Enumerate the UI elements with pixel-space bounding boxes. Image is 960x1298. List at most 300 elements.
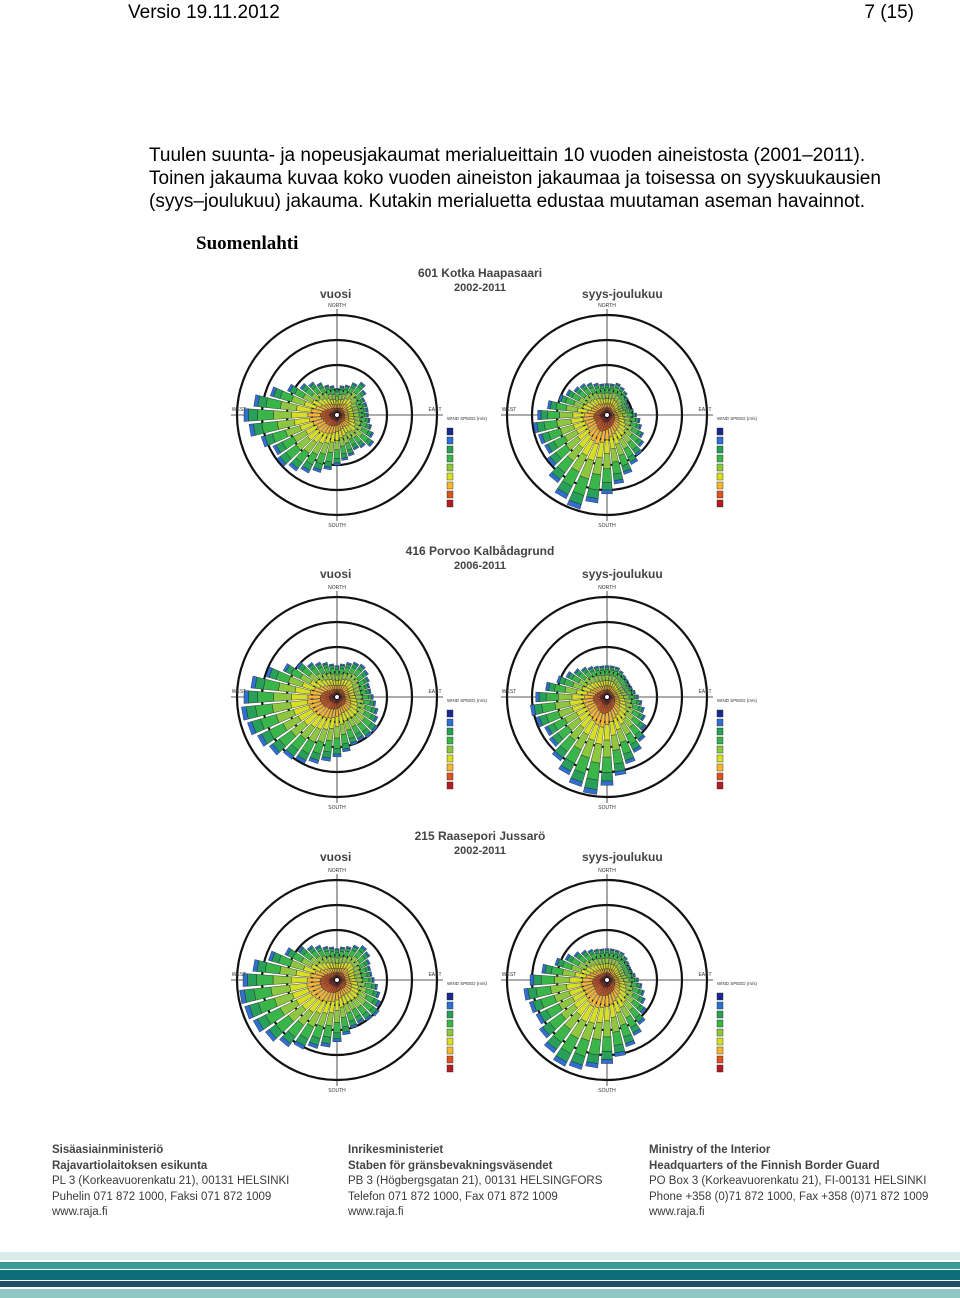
legend-swatch bbox=[447, 1047, 453, 1054]
rose-petal-segment bbox=[605, 667, 609, 670]
rose-petal-segment bbox=[536, 692, 539, 702]
rose-petal-segment bbox=[583, 978, 593, 981]
rose-petal-segment bbox=[625, 409, 630, 413]
rose-petal-segment bbox=[308, 413, 321, 417]
rose-petal-segment bbox=[333, 463, 340, 465]
rose-petal-segment bbox=[308, 695, 321, 699]
station-name: 416 Porvoo Kalbådagrund bbox=[405, 544, 555, 558]
footer-english bbox=[649, 1143, 928, 1221]
rose-petal-segment bbox=[266, 398, 282, 409]
legend-swatch bbox=[447, 782, 453, 789]
rose-petal-segment bbox=[335, 949, 339, 950]
rose-petal-segment bbox=[341, 1017, 348, 1027]
rose-subtitle-left: vuosi bbox=[320, 567, 352, 581]
rose-petal-segment bbox=[602, 469, 611, 483]
rose-petal-segment bbox=[333, 1033, 341, 1039]
rose-petal-segment bbox=[372, 977, 374, 982]
rose-petal-segment bbox=[350, 696, 356, 699]
north-label: NORTH bbox=[328, 303, 346, 309]
west-label: WEST bbox=[501, 689, 517, 695]
footer-link[interactable]: www.raja.fi bbox=[348, 1206, 404, 1218]
rose-subtitle-left: vuosi bbox=[320, 287, 352, 301]
station-title bbox=[0, 266, 960, 294]
south-label: SOUTH bbox=[328, 523, 346, 529]
rose-petal-segment bbox=[606, 969, 608, 973]
north-label: NORTH bbox=[328, 868, 346, 874]
rose-petal-segment bbox=[335, 953, 339, 958]
legend-title: WIND SPEED (m/s) bbox=[447, 698, 487, 703]
wind-rose-chart bbox=[230, 300, 487, 530]
footer-link[interactable]: www.raja.fi bbox=[52, 1206, 108, 1218]
footer-line: Staben för gränsbevakningsväsendet bbox=[348, 1159, 553, 1172]
footer-stripe bbox=[0, 1262, 960, 1269]
rose-petal-segment bbox=[548, 411, 560, 419]
legend-swatch bbox=[447, 710, 453, 717]
rose-petal-segment bbox=[618, 696, 623, 698]
west-label: WEST bbox=[501, 972, 517, 978]
footer-line: Phone +358 (0)71 872 1000, Fax +358 (0)71 872 1009 bbox=[649, 1190, 929, 1203]
rose-petal-segment bbox=[618, 979, 623, 981]
rose-petal-segment bbox=[637, 978, 638, 982]
legend-swatch bbox=[717, 464, 723, 471]
rose-petal-segment bbox=[372, 694, 374, 699]
rose-petal-segment bbox=[551, 966, 563, 975]
rose-petal-segment bbox=[602, 1037, 612, 1051]
rose-subtitle-right: syys-joulukuu bbox=[582, 850, 663, 864]
rose-petal-segment bbox=[606, 964, 608, 969]
rose-petal-segment bbox=[627, 691, 632, 695]
east-label: EAST bbox=[428, 407, 442, 413]
rose-petal-segment bbox=[605, 384, 609, 385]
footer-line: Puhelin 071 872 1000, Faksi 071 872 1009 bbox=[52, 1190, 272, 1203]
footer-swedish bbox=[348, 1143, 602, 1221]
footer-line: PL 3 (Korkeavuorenkatu 21), 00131 HELSINKI bbox=[52, 1175, 290, 1187]
legend-swatch bbox=[717, 1065, 723, 1072]
rose-petal-segment bbox=[369, 978, 372, 983]
rose-petal-segment bbox=[606, 681, 608, 686]
rose-petal-segment bbox=[335, 950, 339, 953]
rose-petal-segment bbox=[558, 694, 572, 701]
rose-petal-segment bbox=[334, 450, 340, 459]
rose-center bbox=[605, 695, 610, 700]
north-label: NORTH bbox=[328, 585, 346, 591]
footer-finnish bbox=[52, 1143, 289, 1221]
legend-swatch bbox=[447, 1038, 453, 1045]
footer-stripe bbox=[0, 1252, 960, 1260]
intro-line: Toinen jakauma kuvaa koko vuoden aineiston jakaumaa ja toisessa on syyskuukausien bbox=[149, 168, 881, 189]
legend-swatch bbox=[717, 473, 723, 480]
rose-petal-segment bbox=[274, 693, 292, 702]
footer-line: Sisäasiainministeriö bbox=[52, 1144, 164, 1156]
rose-petal-segment bbox=[601, 490, 612, 494]
rose-petal-segment bbox=[538, 410, 541, 420]
rose-petal-segment bbox=[335, 675, 338, 681]
wind-rose-chart bbox=[500, 865, 780, 1095]
footer-line: PB 3 (Högbergsgatan 21), 00131 HELSINGFORS bbox=[348, 1175, 603, 1187]
rose-petal-segment bbox=[333, 738, 340, 748]
rose-petal-segment bbox=[614, 414, 618, 415]
rose-petal-segment bbox=[334, 1011, 340, 1023]
rose-petal-segment bbox=[248, 691, 257, 703]
rose-petal-segment bbox=[613, 1031, 623, 1046]
rose-petal-segment bbox=[367, 413, 368, 417]
footer-line: Headquarters of the Finnish Border Guard bbox=[649, 1159, 880, 1172]
rose-petal-segment bbox=[336, 709, 339, 717]
legend-swatch bbox=[447, 1065, 453, 1072]
legend-swatch bbox=[447, 473, 453, 480]
legend-title: WIND SPEED (m/s) bbox=[447, 981, 487, 986]
rose-petal-segment bbox=[257, 974, 273, 985]
rose-petal-segment bbox=[331, 390, 335, 395]
north-label: NORTH bbox=[598, 868, 616, 874]
rose-petal-segment bbox=[541, 703, 556, 713]
rose-petal-segment bbox=[546, 693, 558, 702]
rose-petal-segment bbox=[623, 695, 629, 698]
station-years: 2002-2011 bbox=[454, 845, 506, 857]
legend-swatch bbox=[717, 773, 723, 780]
legend-swatch bbox=[717, 455, 723, 462]
rose-petal-segment bbox=[628, 413, 633, 417]
rose-petal-segment bbox=[605, 385, 609, 388]
legend-swatch bbox=[717, 993, 723, 1000]
rose-petal-segment bbox=[605, 666, 609, 667]
rose-petal-segment bbox=[605, 429, 608, 440]
rose-petal-segment bbox=[358, 408, 364, 412]
rose-petal-segment bbox=[248, 409, 257, 421]
rose-petal-segment bbox=[356, 978, 363, 982]
rose-petal-segment bbox=[618, 414, 623, 416]
rose-petal-segment bbox=[336, 969, 338, 973]
rose-petal-segment bbox=[605, 953, 609, 958]
rose-petal-segment bbox=[602, 757, 613, 772]
west-label: WEST bbox=[501, 407, 517, 413]
legend-swatch bbox=[447, 764, 453, 771]
rose-petal-segment bbox=[335, 716, 339, 726]
legend-swatch bbox=[717, 1056, 723, 1063]
footer-line: Telefon 071 872 1000, Fax 071 872 1009 bbox=[348, 1190, 558, 1203]
legend-swatch bbox=[717, 1038, 723, 1045]
rose-petal-segment bbox=[572, 695, 584, 700]
rose-petal-segment bbox=[359, 413, 364, 417]
intro-paragraph bbox=[149, 144, 929, 213]
legend-swatch bbox=[717, 428, 723, 435]
rose-petal-segment bbox=[633, 413, 636, 417]
rose-petal-segment bbox=[333, 748, 341, 754]
legend-swatch bbox=[447, 773, 453, 780]
rose-petal-segment bbox=[605, 713, 609, 725]
rose-petal-segment bbox=[606, 399, 608, 404]
rose-petal-segment bbox=[603, 740, 611, 757]
rose-petal-segment bbox=[273, 976, 291, 985]
rose-petal-segment bbox=[336, 401, 338, 405]
rose-petal-segment bbox=[333, 1022, 340, 1033]
legend-swatch bbox=[717, 1029, 723, 1036]
footer-line: Ministry of the Interior bbox=[649, 1144, 771, 1156]
footer-link[interactable]: www.raja.fi bbox=[649, 1206, 705, 1218]
rose-petal-segment bbox=[333, 754, 341, 757]
rose-petal-segment bbox=[601, 1060, 613, 1064]
rose-petal-segment bbox=[336, 992, 339, 1000]
rose-petal-segment bbox=[602, 482, 612, 490]
legend-swatch bbox=[717, 746, 723, 753]
rose-petal-segment bbox=[335, 388, 339, 389]
rose-petal-segment bbox=[333, 1039, 342, 1042]
rose-petal-segment bbox=[539, 692, 546, 701]
rose-petal-segment bbox=[541, 975, 554, 984]
rose-petal-segment bbox=[255, 704, 273, 717]
rose-petal-segment bbox=[609, 953, 613, 959]
rose-petal-segment bbox=[265, 962, 281, 973]
legend-title: WIND SPEED (m/s) bbox=[717, 698, 757, 703]
station-name: 601 Kotka Haapasaari bbox=[417, 266, 543, 280]
rose-petal-segment bbox=[605, 675, 608, 681]
rose-petal-segment bbox=[344, 414, 348, 416]
legend-swatch bbox=[447, 464, 453, 471]
east-label: EAST bbox=[698, 407, 712, 413]
rose-petal-segment bbox=[605, 950, 609, 953]
legend-swatch bbox=[717, 1011, 723, 1018]
legend-swatch bbox=[447, 737, 453, 744]
rose-petal-segment bbox=[292, 412, 308, 418]
legend-swatch bbox=[717, 1002, 723, 1009]
rose-petal-segment bbox=[336, 396, 339, 401]
intro-line: Tuulen suunta- ja nopeusjakaumat merialueittain 10 vuoden aineistosta (2001–2011). bbox=[149, 145, 866, 166]
station-years: 2002-2011 bbox=[454, 282, 506, 294]
east-label: EAST bbox=[428, 972, 442, 978]
rose-petal-segment bbox=[336, 681, 338, 686]
legend-swatch bbox=[717, 764, 723, 771]
rose-subtitle-right: syys-joulukuu bbox=[582, 287, 663, 301]
rose-petal-segment bbox=[336, 686, 338, 690]
rose-petal-segment bbox=[335, 958, 338, 964]
north-label: NORTH bbox=[598, 303, 616, 309]
legend-swatch bbox=[717, 1020, 723, 1027]
legend-swatch bbox=[717, 482, 723, 489]
legend-swatch bbox=[717, 728, 723, 735]
rose-petal-segment bbox=[335, 432, 339, 441]
rose-petal-segment bbox=[569, 977, 582, 982]
rose-petal-segment bbox=[601, 1051, 612, 1059]
legend-swatch bbox=[717, 446, 723, 453]
south-label: SOUTH bbox=[328, 1088, 346, 1094]
legend-swatch bbox=[717, 437, 723, 444]
legend-title: WIND SPEED (m/s) bbox=[717, 981, 757, 986]
rose-petal-segment bbox=[600, 953, 604, 959]
rose-petal-segment bbox=[587, 762, 600, 781]
legend-swatch bbox=[717, 719, 723, 726]
rose-center bbox=[335, 413, 340, 418]
rose-petal-segment bbox=[603, 1021, 611, 1037]
rose-petal-segment bbox=[340, 446, 346, 454]
west-label: WEST bbox=[231, 407, 247, 413]
rose-petal-segment bbox=[292, 694, 308, 700]
rose-petal-segment bbox=[336, 964, 338, 969]
rose-petal-segment bbox=[584, 695, 594, 698]
west-label: WEST bbox=[231, 689, 247, 695]
rose-petal-segment bbox=[335, 670, 339, 675]
station-years: 2006-2011 bbox=[454, 560, 506, 572]
legend-swatch bbox=[717, 782, 723, 789]
rose-petal-segment bbox=[335, 392, 338, 396]
south-label: SOUTH bbox=[598, 1088, 616, 1094]
rose-petal-segment bbox=[348, 414, 353, 416]
rose-petal-segment bbox=[589, 473, 601, 490]
rose-petal-segment bbox=[604, 1006, 610, 1020]
rose-petal-segment bbox=[345, 696, 350, 698]
rose-subtitle-right: syys-joulukuu bbox=[582, 567, 663, 581]
rose-petal-segment bbox=[341, 734, 348, 744]
footer-stripe bbox=[0, 1289, 960, 1298]
rose-petal-segment bbox=[356, 695, 363, 699]
rose-petal-segment bbox=[350, 979, 356, 982]
rose-petal-segment bbox=[335, 389, 339, 391]
footer-stripe bbox=[0, 1270, 960, 1280]
rose-petal-segment bbox=[629, 978, 634, 982]
rose-petal-segment bbox=[589, 1038, 601, 1055]
rose-petal-segment bbox=[263, 679, 279, 691]
legend-swatch bbox=[717, 755, 723, 762]
version-label: Versio 19.11.2012 bbox=[128, 2, 280, 23]
rose-petal-segment bbox=[605, 958, 608, 964]
rose-petal-segment bbox=[613, 749, 624, 764]
station-name: 215 Raasepori Jussarö bbox=[414, 829, 546, 843]
south-label: SOUTH bbox=[328, 805, 346, 811]
rose-petal-segment bbox=[605, 388, 609, 393]
legend-swatch bbox=[447, 446, 453, 453]
legend-title: WIND SPEED (m/s) bbox=[717, 416, 757, 421]
south-label: SOUTH bbox=[598, 805, 616, 811]
wind-rose-chart bbox=[230, 582, 487, 812]
rose-petal-segment bbox=[634, 695, 637, 699]
wind-rose-chart bbox=[500, 300, 780, 530]
rose-petal-segment bbox=[335, 440, 340, 449]
rose-petal-segment bbox=[274, 411, 292, 420]
rose-petal-segment bbox=[353, 413, 359, 416]
rose-petal-segment bbox=[635, 413, 636, 417]
rose-petal-segment bbox=[536, 986, 552, 997]
legend-swatch bbox=[717, 737, 723, 744]
rose-center bbox=[605, 413, 610, 418]
rose-petal-segment bbox=[335, 1000, 339, 1011]
rose-petal-segment bbox=[585, 413, 594, 416]
rose-petal-segment bbox=[365, 983, 372, 989]
station-title bbox=[0, 829, 960, 857]
rose-petal-segment bbox=[623, 978, 629, 981]
rose-petal-segment bbox=[556, 403, 567, 411]
legend-swatch bbox=[447, 482, 453, 489]
rose-petal-segment bbox=[257, 691, 273, 702]
page-number: 7 (15) bbox=[864, 2, 914, 23]
legend-title: WIND SPEED (m/s) bbox=[447, 416, 487, 421]
rose-petal-segment bbox=[257, 409, 273, 420]
legend-swatch bbox=[447, 746, 453, 753]
east-label: EAST bbox=[698, 972, 712, 978]
footer-line: Inrikesministeriet bbox=[348, 1144, 444, 1156]
legend-swatch bbox=[447, 1056, 453, 1063]
footer-line: PO Box 3 (Korkeavuorenkatu 21), FI-00131 HELSINKI bbox=[649, 1175, 927, 1187]
rose-petal-segment bbox=[363, 700, 370, 705]
rose-petal-segment bbox=[324, 740, 333, 752]
rose-petal-segment bbox=[554, 684, 566, 692]
rose-petal-segment bbox=[291, 977, 307, 983]
rose-petal-segment bbox=[363, 978, 369, 982]
rose-petal-segment bbox=[335, 666, 339, 667]
rose-petal-segment bbox=[335, 667, 339, 670]
wind-rose-chart bbox=[500, 582, 780, 812]
rose-petal-segment bbox=[604, 725, 610, 740]
wind-rose-chart bbox=[230, 865, 487, 1095]
rose-subtitle-left: vuosi bbox=[320, 850, 352, 864]
legend-swatch bbox=[447, 755, 453, 762]
south-label: SOUTH bbox=[598, 523, 616, 529]
legend-swatch bbox=[447, 1002, 453, 1009]
rose-center bbox=[335, 978, 340, 983]
rose-petal-segment bbox=[248, 974, 257, 987]
east-label: EAST bbox=[698, 689, 712, 695]
legend-swatch bbox=[447, 993, 453, 1000]
rose-petal-segment bbox=[605, 393, 608, 399]
legend-swatch bbox=[447, 437, 453, 444]
rose-petal-segment bbox=[541, 410, 548, 419]
rose-petal-segment bbox=[262, 421, 279, 433]
rose-petal-segment bbox=[600, 670, 604, 676]
rose-petal-segment bbox=[554, 976, 569, 983]
intro-line: (syys–joulukuu) jakauma. Kutakin merialuetta edustaa muutaman aseman havainnot. bbox=[149, 191, 866, 212]
region-heading: Suomenlahti bbox=[196, 233, 299, 254]
legend-swatch bbox=[447, 1011, 453, 1018]
rose-petal-segment bbox=[308, 978, 321, 982]
rose-petal-segment bbox=[254, 987, 273, 1000]
rose-petal-segment bbox=[368, 695, 371, 700]
rose-center bbox=[605, 978, 610, 983]
rose-petal-segment bbox=[323, 1025, 332, 1038]
rose-center bbox=[335, 695, 340, 700]
rose-petal-segment bbox=[637, 695, 638, 699]
west-label: WEST bbox=[231, 972, 247, 978]
legend-swatch bbox=[717, 491, 723, 498]
north-label: NORTH bbox=[598, 585, 616, 591]
legend-swatch bbox=[447, 1020, 453, 1027]
rose-petal-segment bbox=[530, 975, 534, 986]
legend-swatch bbox=[447, 455, 453, 462]
rose-petal-segment bbox=[629, 695, 634, 699]
legend-swatch bbox=[717, 500, 723, 507]
rose-petal-segment bbox=[336, 425, 338, 432]
legend-swatch bbox=[447, 728, 453, 735]
footer-stripe bbox=[0, 1281, 960, 1287]
rose-petal-segment bbox=[544, 420, 558, 430]
footer-line: Rajavartiolaitoksen esikunta bbox=[52, 1159, 208, 1172]
legend-swatch bbox=[447, 1029, 453, 1036]
rose-petal-segment bbox=[560, 412, 573, 419]
rose-petal-segment bbox=[609, 388, 613, 394]
east-label: EAST bbox=[428, 689, 442, 695]
rose-petal-segment bbox=[326, 452, 333, 462]
rose-petal-segment bbox=[604, 440, 609, 454]
legend-swatch bbox=[717, 710, 723, 717]
station-title bbox=[0, 544, 960, 572]
rose-petal-segment bbox=[606, 686, 608, 690]
rose-petal-segment bbox=[600, 388, 604, 394]
rose-petal-segment bbox=[334, 458, 341, 463]
rose-petal-segment bbox=[601, 772, 613, 781]
rose-petal-segment bbox=[362, 695, 368, 699]
rose-petal-segment bbox=[605, 995, 609, 1006]
rose-petal-segment bbox=[534, 975, 541, 985]
rose-petal-segment bbox=[345, 979, 350, 981]
rose-petal-segment bbox=[603, 454, 611, 469]
rose-petal-segment bbox=[614, 696, 618, 698]
